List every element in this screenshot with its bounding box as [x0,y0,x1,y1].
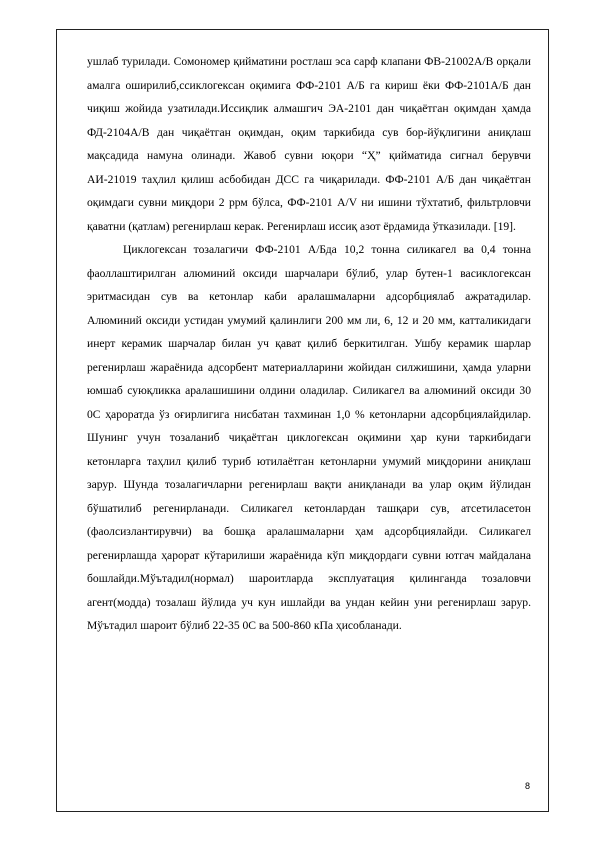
paragraph-2: Циклогексан тозалагичи ФФ-2101 А/Бда 10,2 тонна силикагел ва 0,4 тонна фаоллаштирилган алюминий оксиди шарчалари бўлиб, улар бутен-1 васиклогексан эритмасидан сув ва кетонлар каби аралашмаларни адсорбциялаб ажратадилар. Алюминий оксиди устидан умумий қалинлиги 200 мм ли, 6, 12 и 20 мм, катталикидаги инерт керамик шарчалар билан уч қават қилиб беркитилган. Ушбу керамик шарлар регенирлаш жараёнида адсорбент материалларини жойидан силжишини, ҳамда уларни юмшаб суюқликка аралашишини олдини оладилар. Силикагел ва алюминий оксиди 30 0С ҳароратда ўз оғирлигига нисбатан тахминан 1,0 % кетонларни адсорбциялайдилар. Шунинг учун тозаланиб чиқаётган циклогексан оқимини ҳар куни таркибидаги кетонларга таҳлил қилиб туриб ютилаётган кетонларни умумий миқдорини аниқлаш зарур. Шунда тозалагичларни регенирлаш вақти аниқланади ва улар оқим йўлидан бўшатилиб регенирланади. Силикагел кетонлардан ташқари сув, атсетиласетон (фаолсизлантирувчи) ва бошқа аралашмаларни ҳам адсорбциялайди. Силикагел регенирлашда ҳарорат кўтарилиши жараёнида кўп миқдордаги сувни ютгач майдалана бошлайди.Мўътадил(нормал) шароитларда эксплуатация қилинганда тозаловчи агент(модда) тозалаш йўлида уч кун ишлайди ва ундан кейин уни регенирлаш зарур. Мўътадил шароит бўлиб 22-35 0С ва 500-860 кПа ҳисобланади. [87,243,531,632]
document-body [87,50,531,638]
paragraph-1: ушлаб турилади. Сомономер қийматини ростлаш эса сарф клапани ФВ-21002А/В орқали амалга оширилиб,ссиклогексан оқимига ФФ-2101 А/Б га кириш ёки ФФ-2101А/Б дан чиқиш жойида узатилади.Иссиқлик алмашгич ЭА-2101 дан чиқаётган оқимдан ҳамда ФД-2104А/В дан чиқаётган оқимдан, оқим таркибида сув бор-йўқлигини аниқлаш мақсадида намуна олинади. Жавоб сувни юқори “Ҳ” қийматида сигнал берувчи АИ-21019 таҳлил қилиш асбобидан ДСС га чиқарилади. ФФ-2101 А/Б дан чиқаётган оқимдаги сувни миқдори 2 ррм бўлса, ФФ-2101 А/V ни ишини тўхтатиб, фильтрловчи қаватни (қатлам) регенирлаш керак. Регенирлаш иссиқ азот ёрдамида ўтказилади. [19]. [87,55,531,233]
page-number: 8 [524,781,530,791]
